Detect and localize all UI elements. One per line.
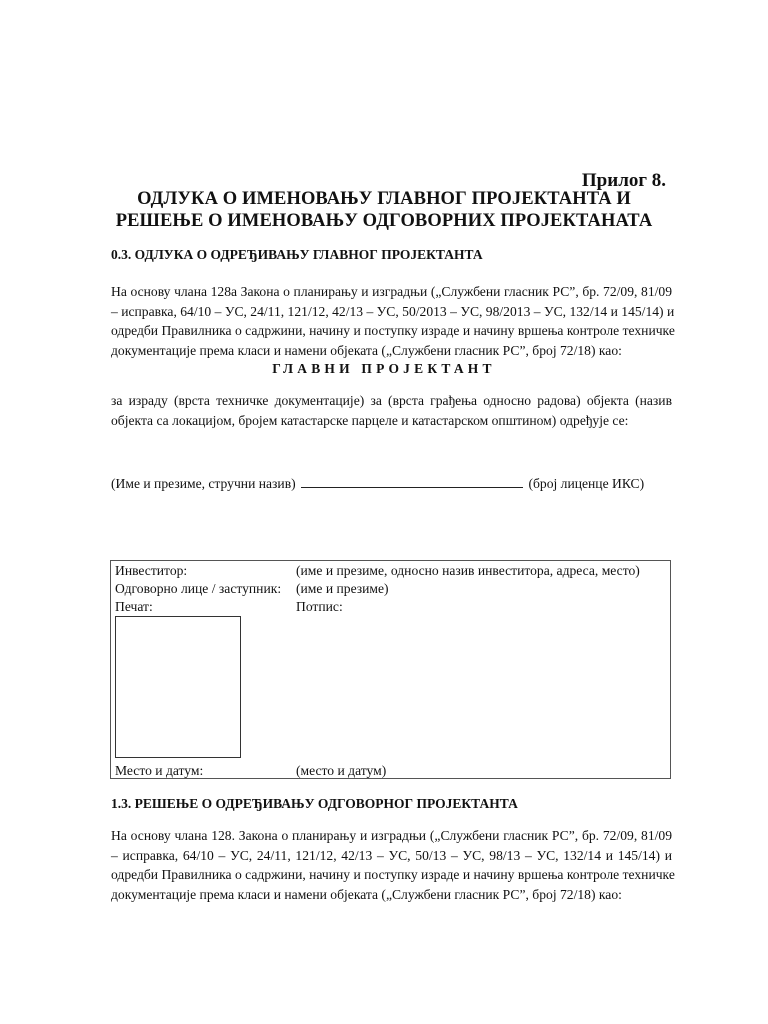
paragraph-line: На основу члана 128а Закона о планирању и изградњи („Службени гласник РС”, бр. 72/09, 81/09 bbox=[111, 284, 672, 299]
paragraph-line: документације према класи и намени објеката („Службени гласник РС”, број 72/18) као: bbox=[111, 342, 622, 358]
representative-value: (име и презиме) bbox=[296, 581, 389, 596]
annex-label: Прилог 8. bbox=[581, 170, 666, 191]
assignment-paragraph bbox=[111, 391, 672, 430]
main-designer-heading: ГЛАВНИ ПРОЈЕКТАНТ bbox=[272, 361, 496, 376]
designer-signature-line bbox=[111, 475, 644, 492]
paragraph-line: објекта са локацијом, бројем катастарске парцеле и катастарском општином) одређује се: bbox=[111, 412, 629, 428]
section-heading-responsible-designer: 1.3. РЕШЕЊЕ О ОДРЕЂИВАЊУ ОДГОВОРНОГ ПРОЈЕКТАНТА bbox=[111, 796, 518, 811]
legal-basis-paragraph-2 bbox=[111, 826, 675, 904]
place-date-value: (место и датум) bbox=[296, 763, 387, 778]
document-title-line-1: ОДЛУКА О ИМЕНОВАЊУ ГЛАВНОГ ПРОЈЕКТАНТА И bbox=[137, 189, 631, 209]
designer-name-label: (Име и презиме, стручни назив) bbox=[111, 476, 296, 491]
document-title-line-2: РЕШЕЊЕ О ИМЕНОВАЊУ ОДГОВОРНИХ ПРОЈЕКТАНАТА bbox=[115, 211, 653, 231]
paragraph-line: На основу члана 128. Закона о планирању и изградњи („Службени гласник РС”, бр. 72/09, 81/09 bbox=[111, 828, 672, 843]
signature-label: Потпис: bbox=[296, 599, 343, 614]
stamp-label: Печат: bbox=[115, 599, 153, 614]
stamp-area bbox=[115, 616, 241, 758]
section-heading-main-designer: 0.3. ОДЛУКА О ОДРЕЂИВАЊУ ГЛАВНОГ ПРОЈЕКТАНТА bbox=[111, 247, 483, 262]
investor-label: Инвеститор: bbox=[115, 563, 188, 578]
paragraph-line: – исправка, 64/10 – УС, 24/11, 121/12, 42/13 – УС, 50/2013 – УС, 98/2013 – УС, 132/14 и 145/14) и bbox=[111, 303, 675, 319]
investor-value: (име и презиме, односно назив инвеститора, адреса, место) bbox=[296, 563, 640, 578]
place-date-label: Место и датум: bbox=[115, 763, 204, 778]
designer-name-blank[interactable] bbox=[301, 475, 523, 488]
paragraph-line: одредби Правилника о садржини, начину и поступку израде и начину вршења контроле техничке bbox=[111, 323, 675, 338]
investor-signature-box bbox=[110, 560, 671, 779]
paragraph-line: одредби Правилника о садржини, начину и поступку израде и начину вршења контроле техничке bbox=[111, 867, 675, 882]
license-number-label: (број лиценце ИКС) bbox=[528, 476, 645, 491]
paragraph-line: за израду (врста техничке документације) за (врста грађења односно радова) објекта (назив bbox=[111, 393, 672, 408]
representative-label: Одговорно лице / заступник: bbox=[115, 581, 282, 596]
legal-basis-paragraph-1 bbox=[111, 282, 675, 360]
paragraph-line: документације према класи и намени објеката („Службени гласник РС”, број 72/18) као: bbox=[111, 886, 622, 902]
paragraph-line: – исправка, 64/10 – УС, 24/11, 121/12, 42/13 – УС, 50/13 – УС, 98/13 – УС, 132/14 и 145/14) и bbox=[111, 847, 672, 863]
